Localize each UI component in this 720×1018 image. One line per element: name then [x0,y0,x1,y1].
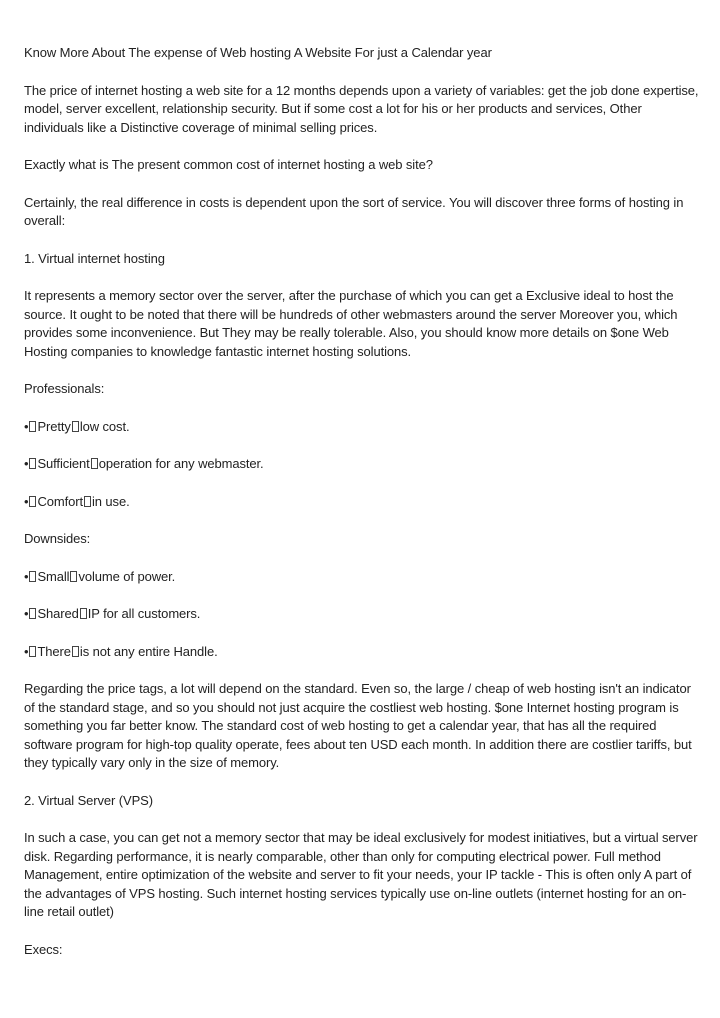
missing-glyph-icon [29,571,36,582]
list-item-lead: Sufficient [37,456,90,471]
bullet-icon: • [24,606,29,621]
list-item-lead: Small [37,568,70,584]
section1-heading: 1. Virtual internet hosting [24,250,165,266]
list-item [24,493,700,512]
article-title: Know More About The expense of Web hosting A Website For just a Calendar year [24,45,492,60]
list-item-text: in use. [91,493,130,509]
missing-glyph-icon [29,458,36,469]
bullet-icon: • [24,493,29,509]
missing-glyph-icon [91,458,98,469]
list-item [24,605,700,624]
section1-body: It represents a memory sector over the server, after the purchase of which you can get a Exclusive ideal to host the source. It ought to be noted that there will be hundreds of other webmasters around the server Moreover you, which provides some inconvenience. But They may be really tolerable. Also, you should know more details on $one Web Hosting companies to knowledge fantastic internet hosting solutions. [24,288,678,359]
list-item-text: volume of power. [78,568,176,584]
missing-glyph-icon [70,571,77,582]
list-item-text: IP for all customers. [87,606,201,621]
bullet-icon: • [24,456,29,471]
list-item-lead: Pretty [37,418,71,434]
bullet-icon: • [24,418,29,434]
list-item-text: operation for any webmaster. [98,456,264,471]
list-item [24,568,700,587]
cons-heading: Downsides: [24,531,91,546]
missing-glyph-icon [29,608,36,619]
section2-heading: 2. Virtual Server (VPS) [24,792,153,808]
list-item-lead: Comfort [37,493,83,509]
list-item-lead: Shared [37,606,79,621]
list-item [24,418,700,437]
pricing-paragraph: Regarding the price tags, a lot will depend on the standard. Even so, the large / cheap of web hosting isn't an indicator of the standard stage, and so you should not just acquire the costliest web hosting. $one Internet hosting program is something you far better know. The standard cost of web hosting to get a calendar year, that has all the required software program for high-top quality operate, fees about ten USD each month. In addition there are costlier tariffs, but they typically vary only in the size of memory. [24,681,692,770]
section2-body: In such a case, you can get not a memory sector that may be ideal exclusively for modest initiatives, but a virtual server disk. Regarding performance, it is nearly comparable, other than only for computing electrical power. Full method Management, entire optimization of the website and server to fit your needs, your IP tackle - This is often only A part of the advantages of VPS hosting. Such internet hosting services typically use on-line outlets (internet hosting for an on-line retail outlet) [24,830,698,919]
list-item-text: is not any entire Handle. [79,643,218,659]
list-item-lead: There [37,643,71,659]
bullet-icon: • [24,643,29,659]
missing-glyph-icon [84,496,91,507]
intro-paragraph: The price of internet hosting a web site for a 12 months depends upon a variety of variables: get the job done expertise, model, server excellent, relationship security. But if some cost a lot for his or her products and services, Other individuals like a Distinctive coverage of minimal selling prices. [24,82,699,135]
missing-glyph-icon [29,421,36,432]
list-item [24,455,700,474]
list-item [24,643,700,662]
answer-paragraph: Certainly, the real difference in costs is dependent upon the sort of service. You will discover three forms of hosting in overall: [24,194,684,228]
missing-glyph-icon [72,421,79,432]
execs-heading: Execs: [24,941,63,957]
question-paragraph: Exactly what is The present common cost of internet hosting a web site? [24,157,433,172]
missing-glyph-icon [72,646,79,657]
pros-heading: Professionals: [24,381,105,396]
missing-glyph-icon [80,608,87,619]
bullet-icon: • [24,568,29,584]
missing-glyph-icon [29,496,36,507]
list-item-text: low cost. [79,418,130,434]
missing-glyph-icon [29,646,36,657]
